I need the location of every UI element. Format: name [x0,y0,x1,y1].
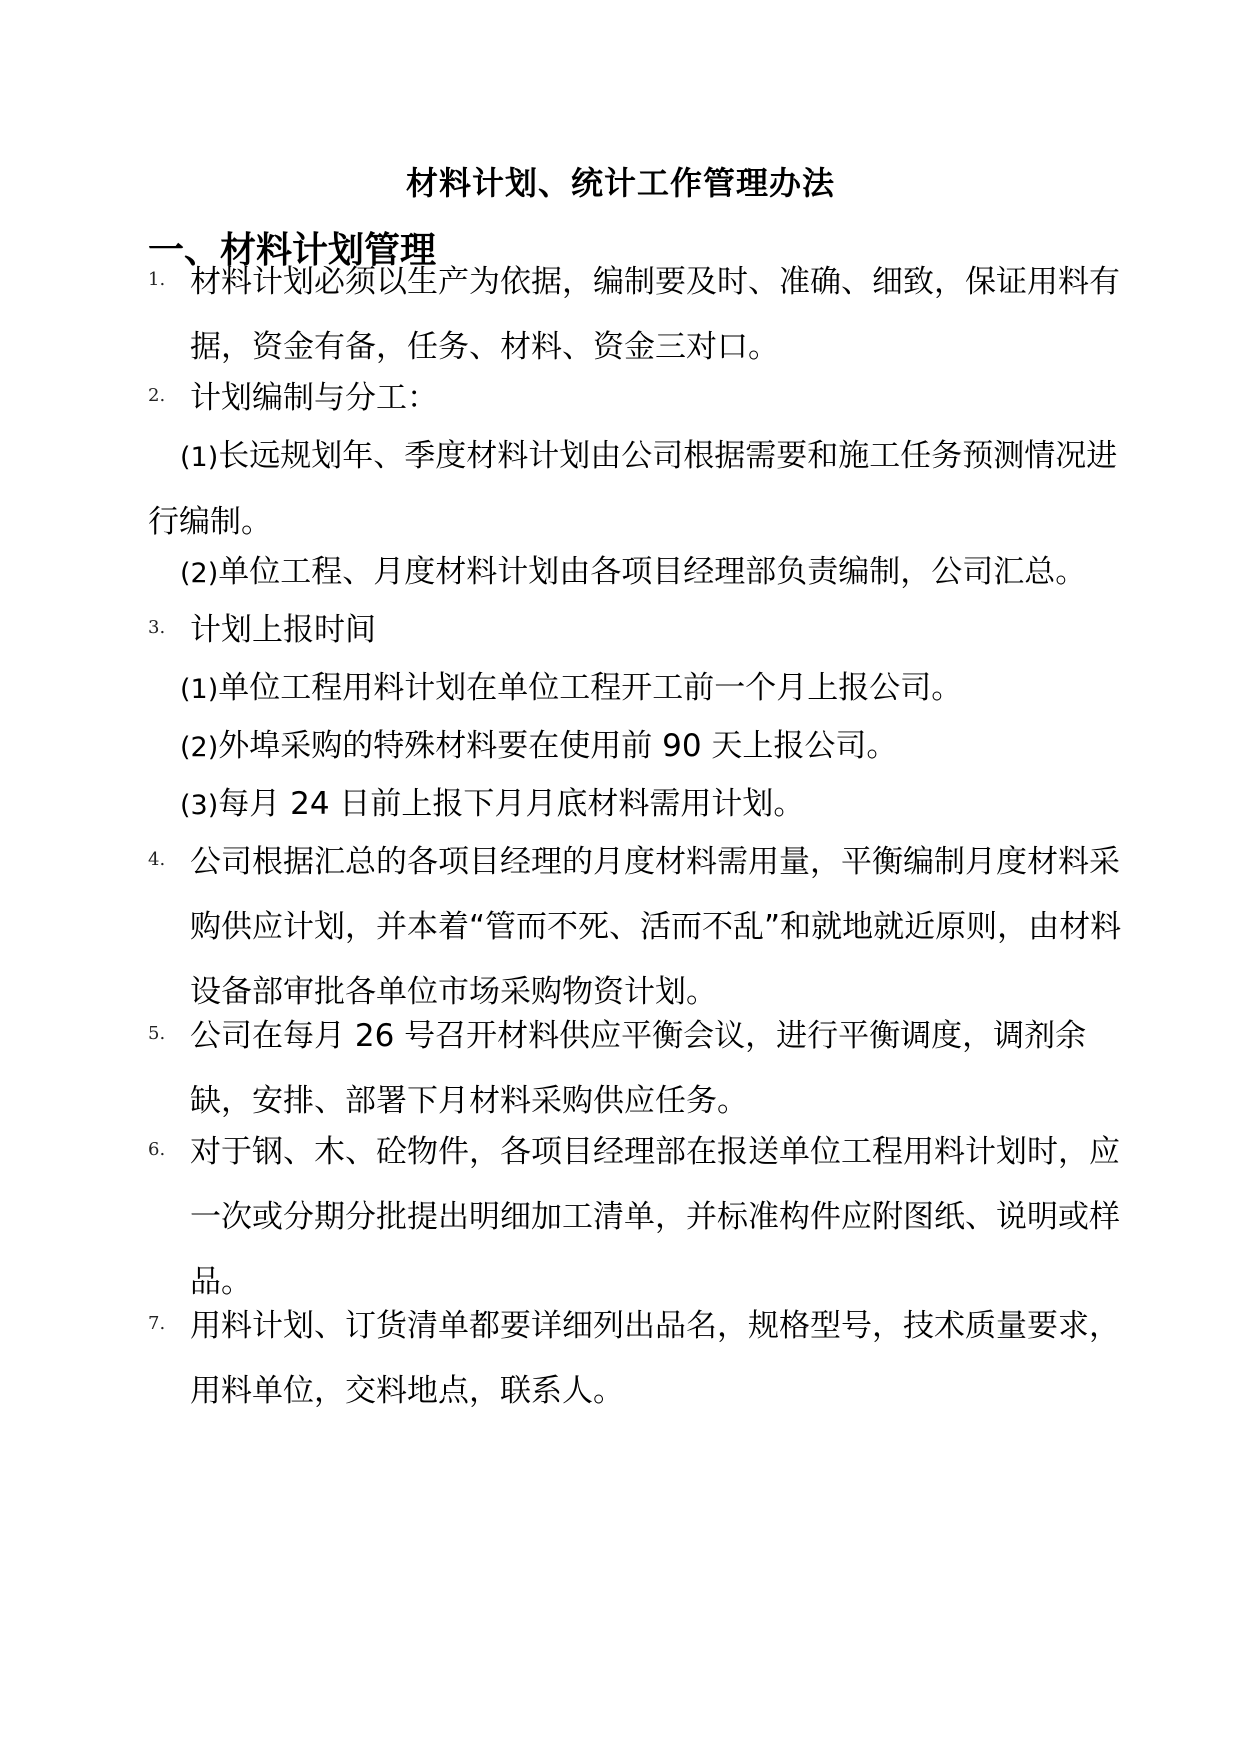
list-item-text: 计划编制与分工： [190,380,438,416]
sub-item-text: 长远规划年、季度材料计划由公司根据需要和施工任务预测情况进行编制。 [148,438,1118,540]
sub-item-3-1 [148,656,1138,722]
sub-item-text: 单位工程用料计划在单位工程开工前一个月上报公司。 [218,670,963,706]
document-title: 材料计划、统计工作管理办法 [405,164,835,202]
list-item-text: 公司根据汇总的各项目经理的月度材料需用量，平衡编制月度材料采购供应计划，并本着“管而不死、活而不乱”和就地就近原则，由材料设备部审批各单位市场采购物资计划。 [190,844,1122,1010]
sub-item-text: 外埠采购的特殊材料要在使用前 90 天上报公司。 [218,728,898,764]
list-item-text: 对于钢、木、砼物件，各项目经理部在报送单位工程用料计划时，应一次或分期分批提出明细加工清单，并标准构件应附图纸、说明或样品。 [190,1134,1120,1300]
sub-item-marker: (2) [180,732,219,763]
list-item-text: 计划上报时间 [190,612,376,648]
list-item-number: 6. [148,1139,166,1160]
sub-item-3-2 [148,714,1138,780]
list-item-text: 材料计划必须以生产为依据，编制要及时、准确、细致，保证用料有据，资金有备，任务、材料、资金三对口。 [190,264,1120,365]
list-item-number: 5. [148,1023,166,1044]
sub-item-text: 每月 24 日前上报下月月底材料需用计划。 [218,786,805,822]
list-item-number: 3. [148,617,166,638]
list-item-number: 2. [148,385,166,406]
section-heading: 一、材料计划管理 [148,230,437,271]
sub-item-marker: (1) [180,674,219,705]
sub-item-2-2 [148,540,1138,606]
sub-item-marker: (2) [180,558,219,589]
sub-item-2-1 [148,424,1138,555]
list-item-text: 公司在每月 26 号召开材料供应平衡会议，进行平衡调度，调剂余缺，安排、部署下月材料采购供应任务。 [190,1018,1087,1119]
sub-item-marker: (1) [180,442,219,473]
list-item-number: 7. [148,1313,166,1334]
sub-item-text: 单位工程、月度材料计划由各项目经理部负责编制，公司汇总。 [218,554,1087,590]
sub-item-3-3 [148,772,1138,838]
list-item-text: 用料计划、订货清单都要详细列出品名，规格型号，技术质量要求，用料单位，交料地点，联系人。 [190,1308,1120,1409]
sub-item-marker: (3) [180,790,219,821]
list-item-number: 4. [148,849,166,870]
list-item-number: 1. [148,269,166,290]
